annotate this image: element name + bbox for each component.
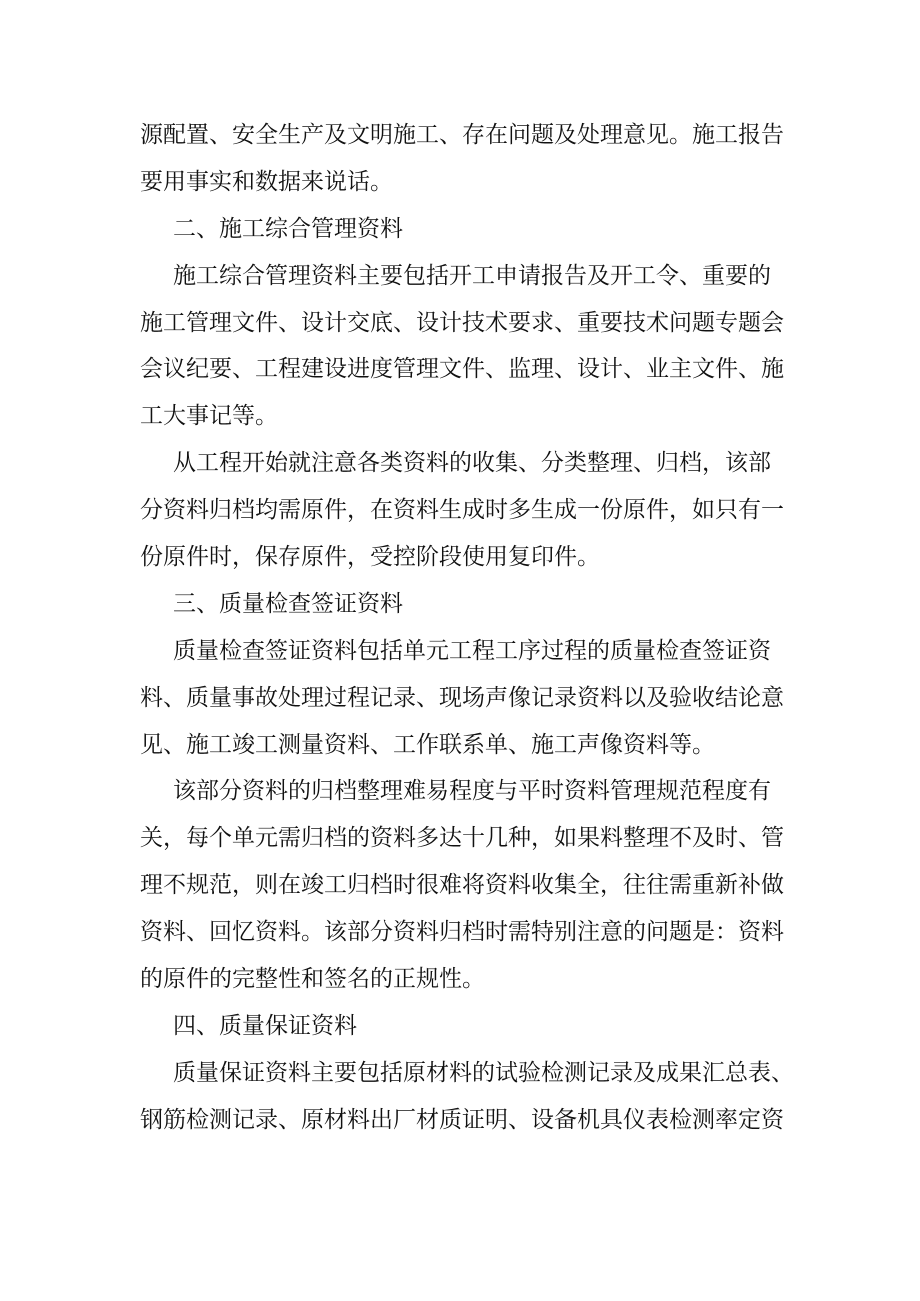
text-line: 该部分资料的归档整理难易程度与平时资料管理规范程度有 [173,778,771,805]
text-line: 的原件的完整性和签名的正规性。 [140,966,485,993]
document-body [140,112,800,1144]
text-line: 从工程开始就注意各类资料的收集、分类整理、归档，该部 [173,450,771,477]
text-line: 三、质量检查签证资料 [173,590,403,617]
text-line: 四、质量保证资料 [173,1012,357,1039]
text-line: 资料、回忆资料。该部分资料归档时需特别注意的问题是：资料 [140,919,784,946]
text-line: 工大事记等。 [140,403,278,430]
text-line: 质量保证资料主要包括原材料的试验检测记录及成果汇总表、 [173,1059,794,1086]
text-line: 理不规范，则在竣工归档时很难将资料收集全，往往需重新补做 [140,872,784,899]
text-line: 会议纪要、工程建设进度管理文件、监理、设计、业主文件、施 [140,356,784,383]
text-line: 质量检查签证资料包括单元工程工序过程的质量检查签证资 [173,637,771,664]
text-line: 料、质量事故处理过程记录、现场声像记录资料以及验收结论意 [140,684,784,711]
text-line: 施工综合管理资料主要包括开工申请报告及开工令、重要的 [173,262,771,289]
text-line: 份原件时，保存原件，受控阶段使用复印件。 [140,544,600,571]
text-line: 源配置、安全生产及文明施工、存在问题及处理意见。施工报告 [140,122,784,148]
text-line: 二、施工综合管理资料 [173,215,403,242]
text-line: 要用事实和数据来说话。 [140,168,393,195]
text-line: 见、施工竣工测量资料、工作联系单、施工声像资料等。 [140,731,715,758]
text-line: 关，每个单元需归档的资料多达十几种，如果料整理不及时、管 [140,825,784,852]
text-line: 施工管理文件、设计交底、设计技术要求、重要技术问题专题会 [140,309,784,336]
text-line: 钢筋检测记录、原材料出厂材质证明、设备机具仪表检测率定资 [140,1106,784,1133]
text-line: 分资料归档均需原件，在资料生成时多生成一份原件，如只有一 [140,497,784,524]
